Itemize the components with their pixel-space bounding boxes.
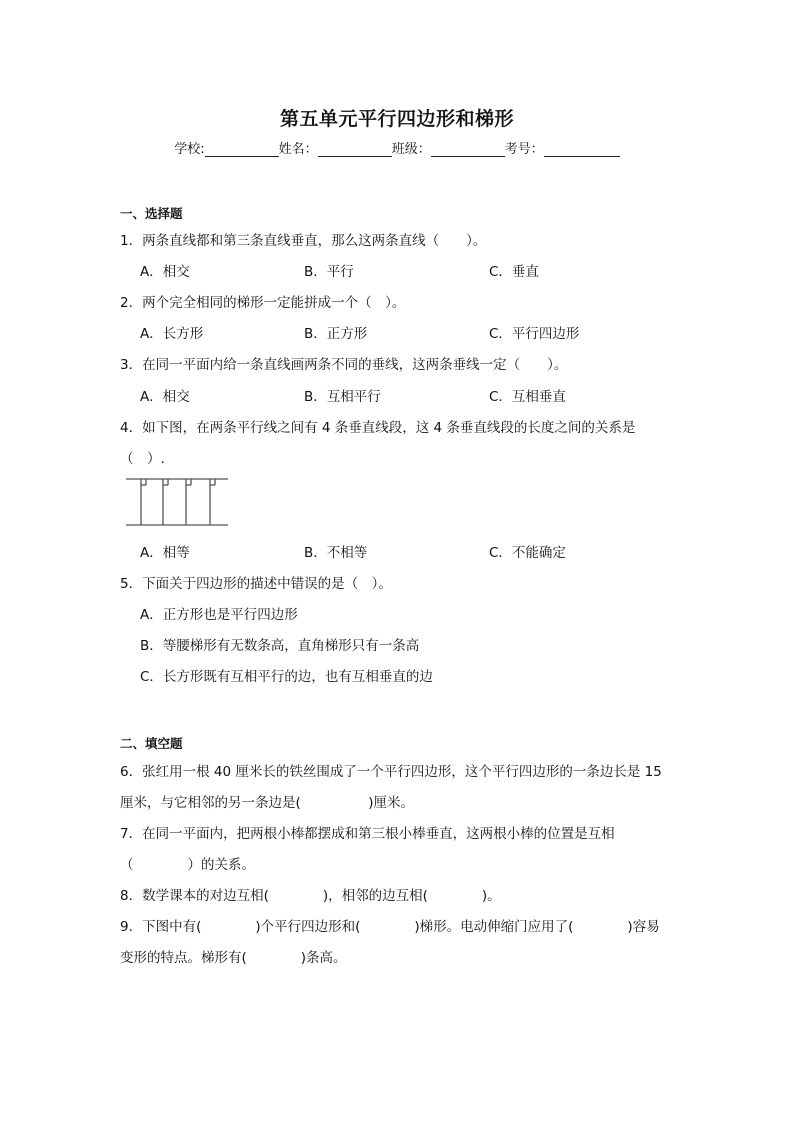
question-5-option-a[interactable]: A．正方形也是平行四边形 xyxy=(140,607,298,623)
question-7-line1: 7．在同一平面内，把两根小棒都摆成和第三根小棒垂直，这两根小棒的位置是互相 xyxy=(120,826,615,842)
question-9-line1: 9．下图中有( )个平行四边形和( )梯形。电动伸缩门应用了( )容易 xyxy=(120,919,660,935)
parallel-lines-figure xyxy=(124,474,230,530)
question-2-stem: 2．两个完全相同的梯形一定能拼成一个（ ）。 xyxy=(120,295,406,311)
question-8-line1: 8．数学课本的对边互相( )，相邻的边互相( )。 xyxy=(120,888,501,904)
question-2-option-a[interactable]: A．长方形 xyxy=(140,326,204,342)
question-3-stem: 3．在同一平面内给一条直线画两条不同的垂线，这两条垂线一定（ ）。 xyxy=(120,357,568,373)
number-blank[interactable] xyxy=(544,142,620,157)
name-blank[interactable] xyxy=(318,142,392,157)
school-blank[interactable] xyxy=(205,142,279,157)
question-3-option-b[interactable]: B．互相平行 xyxy=(304,389,381,405)
question-4-stem-line1: 4．如下图，在两条平行线之间有 4 条垂直线段，这 4 条垂直线段的长度之间的关系是 xyxy=(120,420,636,436)
class-label: 班级： xyxy=(391,142,431,157)
question-4-option-b[interactable]: B．不相等 xyxy=(304,545,368,561)
question-5-option-c[interactable]: C．长方形既有互相平行的边，也有互相垂直的边 xyxy=(140,669,433,685)
question-4-option-a[interactable]: A．相等 xyxy=(140,545,190,561)
question-1-option-c[interactable]: C．垂直 xyxy=(489,264,539,280)
question-4-stem-line2: （ ）. xyxy=(120,451,165,467)
question-4-option-c[interactable]: C．不能确定 xyxy=(489,545,566,561)
class-blank[interactable] xyxy=(431,142,505,157)
question-1-option-a[interactable]: A．相交 xyxy=(140,264,190,280)
question-6-line2: 厘米，与它相邻的另一条边是( )厘米。 xyxy=(120,795,415,811)
name-label: 姓名： xyxy=(278,142,318,157)
question-7-line2: （ ）的关系。 xyxy=(120,857,255,873)
page-title: 第五单元平行四边形和梯形 xyxy=(279,108,514,130)
section-heading-choice: 一、选择题 xyxy=(120,206,183,221)
question-1-stem: 1．两条直线都和第三条直线垂直，那么这两条直线（ ）。 xyxy=(120,233,487,249)
question-6-line1: 6．张红用一根 40 厘米长的铁丝围成了一个平行四边形，这个平行四边形的一条边长是 15 xyxy=(120,764,662,780)
question-3-option-a[interactable]: A．相交 xyxy=(140,389,190,405)
number-label: 考号： xyxy=(504,142,544,157)
question-2-option-c[interactable]: C．平行四边形 xyxy=(489,326,580,342)
question-5-stem: 5．下面关于四边形的描述中错误的是（ ）。 xyxy=(120,576,392,592)
question-3-option-c[interactable]: C．互相垂直 xyxy=(489,389,566,405)
question-1-option-b[interactable]: B．平行 xyxy=(304,264,354,280)
student-info-line xyxy=(0,138,794,157)
question-5-option-b[interactable]: B．等腰梯形有无数条高，直角梯形只有一条高 xyxy=(140,638,420,654)
section-heading-fill-blank: 二、填空题 xyxy=(120,736,183,751)
question-9-line2: 变形的特点。梯形有( )条高。 xyxy=(120,950,347,966)
question-2-option-b[interactable]: B．正方形 xyxy=(304,326,368,342)
school-label: 学校: xyxy=(174,142,205,157)
